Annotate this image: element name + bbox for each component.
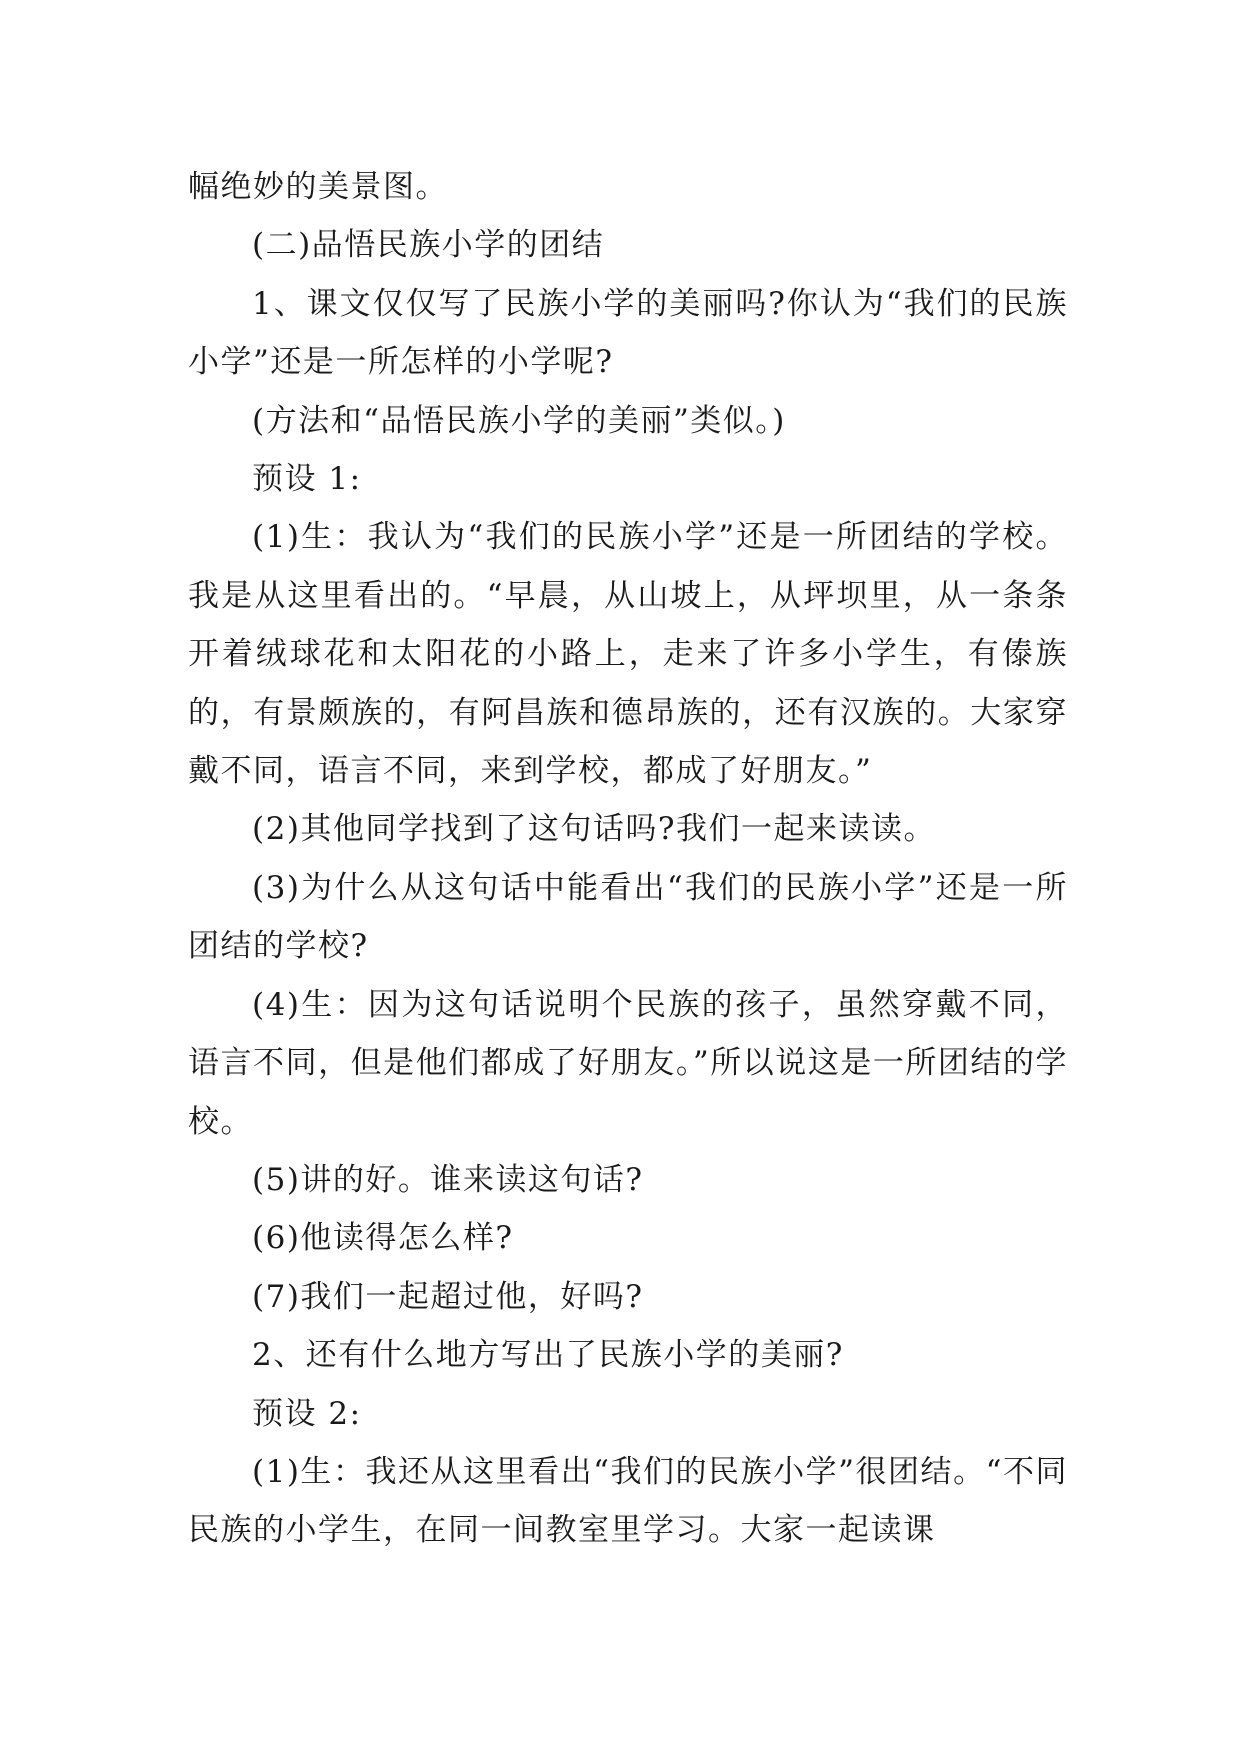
body-text: [188, 158, 1068, 1560]
paragraph: 1、课文仅仅写了民族小学的美丽吗?你认为“我们的民族小学”还是一所怎样的小学呢?: [188, 285, 1068, 381]
paragraph: (5)讲的好。谁来读这句话?: [252, 1161, 644, 1198]
paragraph: (1)生：我认为“我们的民族小学”还是一所团结的学校。我是从这里看出的。“早晨，从山坡上，从坪坝里，从一条条开着绒球花和太阳花的小路上，走来了许多小学生，有傣族的，有景颇族的，有阿昌族和德昂族的，还有汉族的。大家穿戴不同，语言不同，来到学校，都成了好朋友。”: [188, 519, 1068, 790]
paragraph: 幅绝妙的美景图。: [188, 169, 448, 205]
paragraph: (4)生：因为这句话说明个民族的孩子，虽然穿戴不同，语言不同，但是他们都成了好朋友。”所以说这是一所团结的学校。: [188, 986, 1068, 1140]
paragraph: (方法和“品悟民族小学的美丽”类似。): [252, 402, 786, 439]
paragraph: (1)生：我还从这里看出“我们的民族小学”很团结。“不同民族的小学生，在同一间教室里学习。大家一起读课: [188, 1453, 1068, 1549]
preset-label: 预设 2:: [252, 1395, 362, 1432]
paragraph: (2)其他同学找到了这句话吗?我们一起来读读。: [252, 811, 937, 848]
paragraph: (7)我们一起超过他，好吗?: [252, 1278, 644, 1315]
paragraph: (6)他读得怎么样?: [252, 1220, 514, 1257]
section-heading: (二)品悟民族小学的团结: [252, 227, 605, 264]
paragraph: 2、还有什么地方写出了民族小学的美丽?: [252, 1337, 844, 1374]
preset-label: 预设 1:: [252, 461, 362, 498]
paragraph: (3)为什么从这句话中能看出“我们的民族小学”还是一所团结的学校?: [188, 869, 1068, 965]
